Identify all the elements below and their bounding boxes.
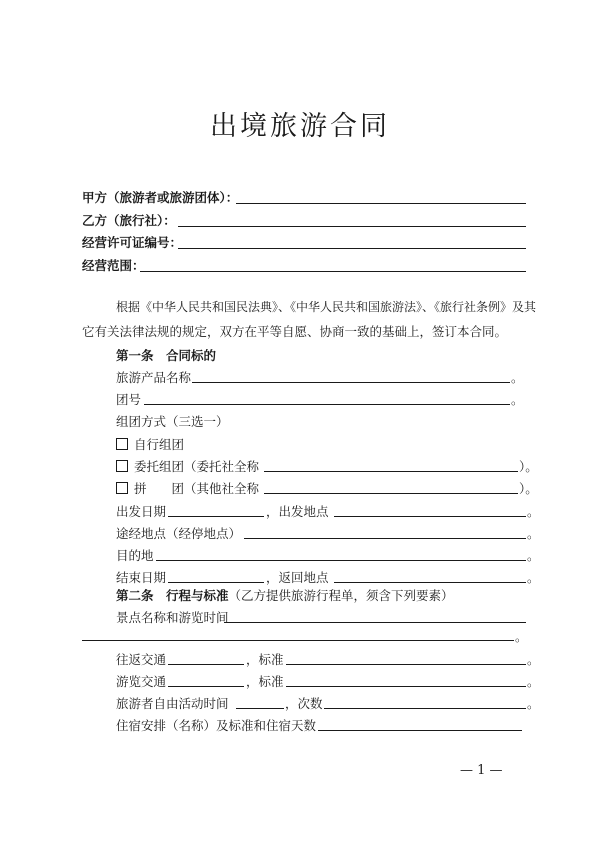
scope-label: 经营范围：	[82, 258, 145, 273]
departure-place-label: ，出发地点	[266, 504, 329, 519]
period: 。	[515, 629, 528, 644]
intro-line-2: 它有关法律法规的规定，双方在平等自愿、协商一致的基础上，签订本合同。	[82, 324, 508, 339]
article-2-heading-row	[116, 586, 454, 604]
scenic-fill-line-2[interactable]	[82, 640, 514, 641]
transport-standard-label: ，标准	[246, 652, 284, 667]
period: 。	[527, 548, 540, 563]
departure-date-fill-line[interactable]	[168, 516, 264, 517]
product-name-fill-line[interactable]	[192, 382, 510, 383]
lodging-label: 住宿安排（名称）及标准和住宿天数	[116, 718, 317, 733]
license-label: 经营许可证编号：	[82, 235, 183, 250]
intro-line-1: 根据《中华人民共和国民法典》、《中华人民共和国旅游法》、《旅行社条例》及其	[116, 300, 537, 314]
period: 。	[511, 370, 524, 385]
party-b-fill-line[interactable]	[178, 226, 526, 227]
free-time-label: 旅游者自由活动时间	[116, 696, 229, 711]
close-paren: ）。	[519, 459, 538, 474]
free-time-fill-line[interactable]	[236, 708, 284, 709]
party-b-label: 乙方（旅行社）：	[82, 213, 176, 228]
license-fill-line[interactable]	[178, 248, 526, 249]
departure-date-label: 出发日期	[116, 504, 167, 519]
period: 。	[527, 526, 540, 541]
option-label: 自行组团	[134, 437, 185, 452]
article-1-heading: 第一条 合同标的	[116, 348, 217, 363]
sightseeing-fill-line[interactable]	[168, 686, 244, 687]
sightseeing-standard-label: ，标准	[246, 674, 284, 689]
article-2-heading: 第二条 行程与标准	[116, 588, 229, 603]
period: 。	[527, 652, 540, 667]
party-a-label: 甲方（旅游者或旅游团体）：	[82, 190, 239, 205]
checkbox-icon[interactable]	[116, 482, 128, 494]
period: 。	[527, 674, 540, 689]
entrusted-agency-fill-line[interactable]	[264, 471, 518, 472]
end-date-label: 结束日期	[116, 570, 167, 585]
destination-label: 目的地	[116, 548, 154, 563]
via-fill-line[interactable]	[244, 538, 526, 539]
transport-label: 往返交通	[116, 652, 167, 667]
page-title: 出境旅游合同	[210, 111, 390, 142]
transport-fill-line[interactable]	[168, 664, 244, 665]
via-label: 途经地点（经停地点）	[116, 526, 242, 541]
return-place-label: ，返回地点	[266, 570, 329, 585]
period: 。	[527, 504, 540, 519]
sightseeing-label: 游览交通	[116, 674, 167, 689]
party-a-fill-line[interactable]	[236, 203, 526, 204]
option-entrusted[interactable]	[116, 457, 259, 475]
period: 。	[511, 392, 524, 407]
product-name-label: 旅游产品名称	[116, 370, 192, 385]
option-self-organized[interactable]	[116, 435, 184, 453]
close-paren: ）。	[519, 481, 538, 496]
lodging-fill-line[interactable]	[318, 730, 522, 731]
article-2-note: （乙方提供旅游行程单，须含下列要素）	[228, 588, 454, 603]
scenic-label: 景点名称和游览时间	[116, 610, 229, 625]
transport-standard-fill-line[interactable]	[286, 664, 526, 665]
checkbox-icon[interactable]	[116, 460, 128, 472]
checkbox-icon[interactable]	[116, 438, 128, 450]
option-label: 拼 团（其他社全称	[134, 481, 260, 496]
departure-place-fill-line[interactable]	[334, 516, 526, 517]
scenic-fill-line[interactable]	[224, 622, 526, 623]
period: 。	[527, 570, 540, 585]
group-no-fill-line[interactable]	[144, 404, 510, 405]
period: 。	[527, 696, 540, 711]
option-label: 委托组团（委托社全称	[134, 459, 260, 474]
destination-fill-line[interactable]	[156, 560, 526, 561]
sightseeing-standard-fill-line[interactable]	[286, 686, 526, 687]
group-method-label: 组团方式（三选一）	[116, 414, 229, 429]
group-no-label: 团号	[116, 392, 142, 407]
times-fill-line[interactable]	[324, 708, 526, 709]
end-date-fill-line[interactable]	[168, 582, 264, 583]
scope-fill-line[interactable]	[140, 271, 526, 272]
option-joint[interactable]	[116, 479, 259, 497]
joint-agency-fill-line[interactable]	[264, 493, 518, 494]
times-label: ，次数	[285, 696, 323, 711]
page-number: — 1 —	[460, 763, 503, 778]
return-place-fill-line[interactable]	[334, 582, 526, 583]
